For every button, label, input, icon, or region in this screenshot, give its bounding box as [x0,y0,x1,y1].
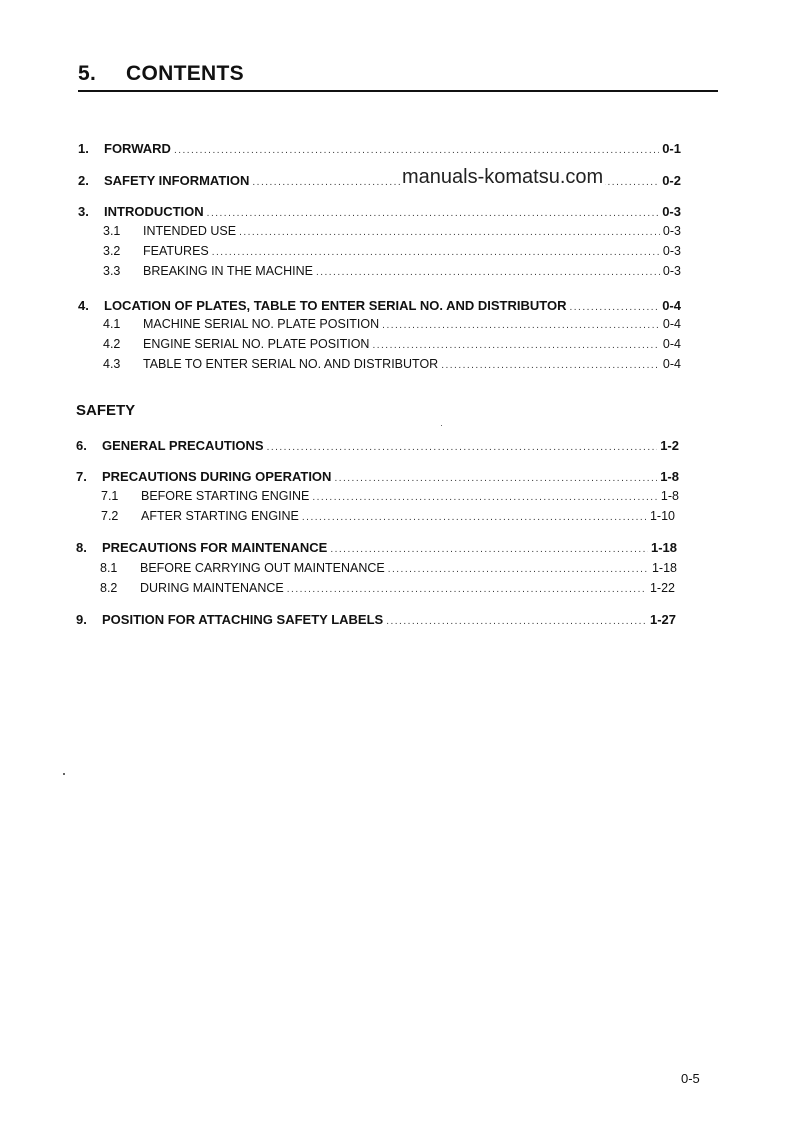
toc-number: 7.2 [101,509,119,523]
toc-entry-machine-serial-plate[interactable] [103,317,681,331]
toc-entry-features[interactable] [103,244,681,258]
toc-entry-precautions-for-maintenance[interactable] [76,540,677,555]
toc-title: POSITION FOR ATTACHING SAFETY LABELS [102,612,384,627]
toc-title: INTRODUCTION [104,204,204,219]
toc-entry-after-starting-engine[interactable] [101,509,675,523]
toc-title: AFTER STARTING ENGINE [141,509,299,523]
toc-entry-forward[interactable] [78,141,681,156]
toc-title: INTENDED USE [143,224,237,238]
toc-page: 0-4 [662,317,681,331]
toc-page: 1-8 [660,469,679,484]
toc-page: 0-3 [662,204,681,219]
leader-dots [267,442,658,453]
leader-dots [441,360,660,371]
leader-dots [382,320,660,331]
toc-number: 9. [76,612,87,627]
leader-dots [569,302,659,313]
toc-number: 4.3 [103,357,121,371]
toc-entry-engine-serial-plate[interactable] [103,337,681,351]
leader-dots [302,512,647,523]
scan-speck [441,425,442,426]
toc-entry-location-of-plates[interactable] [78,298,681,313]
toc-title: ENGINE SERIAL NO. PLATE POSITION [143,337,370,351]
toc-entry-general-precautions[interactable] [76,438,679,453]
toc-title: PRECAUTIONS DURING OPERATION [102,469,332,484]
toc-title: MACHINE SERIAL NO. PLATE POSITION [143,317,380,331]
toc-page: 0-2 [662,173,681,188]
toc-number: 8.2 [100,581,118,595]
toc-title: SAFETY INFORMATION [104,173,250,188]
leader-dots [174,145,659,156]
toc-entry-intended-use[interactable] [103,224,681,238]
leader-dots [334,473,657,484]
toc-number: 6. [76,438,87,453]
page-title [78,62,244,86]
title-underline [78,90,718,92]
leader-dots [316,267,660,278]
toc-page: 1-10 [649,509,675,523]
toc-page: 0-4 [662,298,681,313]
toc-title: FORWARD [104,141,171,156]
toc-number: 3. [78,204,89,219]
toc-page: 0-3 [662,264,681,278]
toc-entry-before-maintenance[interactable] [100,561,677,575]
toc-page: 1-22 [649,581,675,595]
toc-title: FEATURES [143,244,209,258]
leader-dots [330,544,648,555]
toc-number: 3.1 [103,224,121,238]
toc-title: DURING MAINTENANCE [140,581,284,595]
toc-page: 0-4 [662,357,681,371]
toc-number: 8.1 [100,561,118,575]
toc-number: 1. [78,141,89,156]
toc-entry-safety-labels[interactable] [76,612,676,627]
toc-title: BEFORE CARRYING OUT MAINTENANCE [140,561,385,575]
toc-title: BREAKING IN THE MACHINE [143,264,313,278]
toc-entry-introduction[interactable] [78,204,681,219]
leader-dots [388,564,649,575]
toc-page: 1-18 [650,540,677,555]
toc-number: 4.2 [103,337,121,351]
toc-title: LOCATION OF PLATES, TABLE TO ENTER SERIAL NO. AND DISTRIBUTOR [104,298,567,313]
toc-page: 0-4 [662,337,681,351]
toc-number: 4.1 [103,317,121,331]
toc-number: 3.2 [103,244,121,258]
toc-entry-during-maintenance[interactable] [100,581,675,595]
toc-title: PRECAUTIONS FOR MAINTENANCE [102,540,328,555]
toc-entry-precautions-during-operation[interactable] [76,469,679,484]
toc-entry-before-starting-engine[interactable] [101,489,679,503]
page-number: 0-5 [681,1071,700,1086]
section-heading-safety: SAFETY [76,402,136,419]
leader-dots [207,208,660,219]
toc-page: 1-27 [649,612,676,627]
toc-title: BEFORE STARTING ENGINE [141,489,310,503]
toc-number: 7. [76,469,87,484]
toc-entry-serial-table[interactable] [103,357,681,371]
leader-dots [386,616,647,627]
leader-dots [312,492,658,503]
toc-page: 1-2 [660,438,679,453]
leader-dots [239,227,660,238]
toc-page: 0-3 [662,224,681,238]
toc-number: 7.1 [101,489,119,503]
toc-title: TABLE TO ENTER SERIAL NO. AND DISTRIBUTOR [143,357,439,371]
toc-number: 4. [78,298,89,313]
chapter-number: 5. [78,62,97,85]
toc-number: 2. [78,173,89,188]
toc-page: 1-8 [660,489,679,503]
toc-title: GENERAL PRECAUTIONS [102,438,264,453]
leader-dots [287,584,647,595]
watermark: manuals-komatsu.com [402,166,604,188]
toc-page: 0-3 [662,244,681,258]
leader-dots [372,340,659,351]
toc-page: 1-18 [651,561,677,575]
toc-entry-breaking-in[interactable] [103,264,681,278]
scan-speck [63,773,65,775]
toc-number: 3.3 [103,264,121,278]
chapter-title: CONTENTS [126,62,244,85]
toc-number: 8. [76,540,87,555]
toc-page: 0-1 [662,141,681,156]
leader-dots [212,247,660,258]
